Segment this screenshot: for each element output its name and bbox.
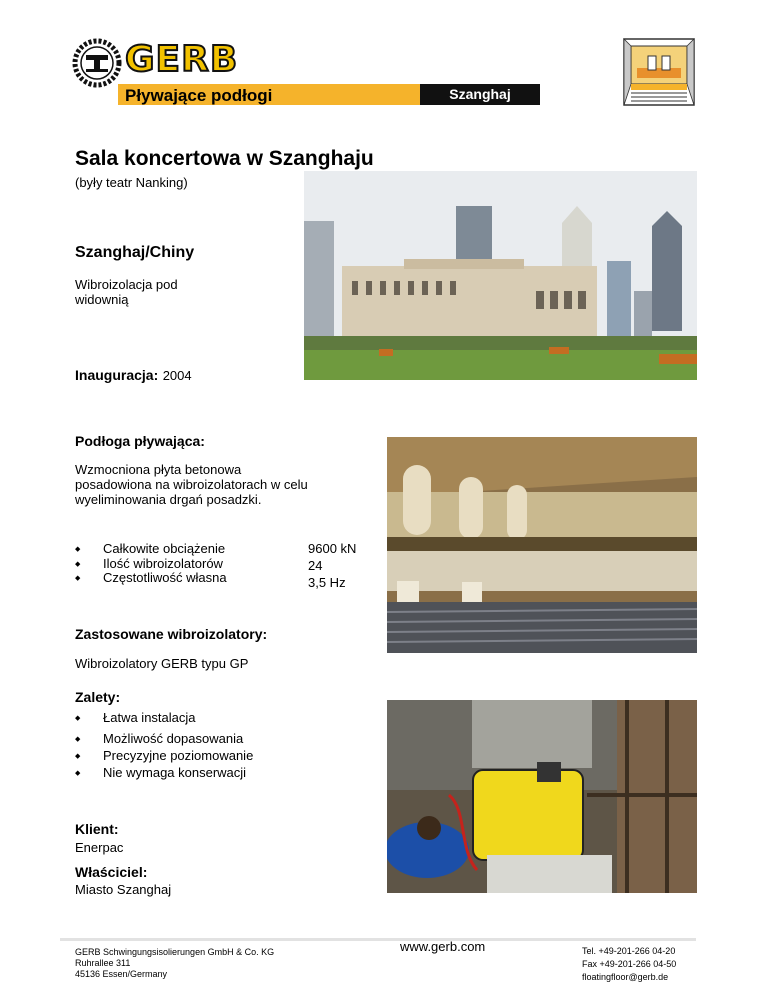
advantage-item: ◆ Nie wymaga konserwacji [75, 764, 295, 781]
spec-value: 3,5 Hz [308, 575, 346, 590]
footer-street: Ruhrallee 311 [75, 958, 131, 968]
footer-email[interactable]: floatingfloor@gerb.de [582, 972, 669, 982]
footer-tel: Tel. +49-201-266 04-20 [582, 946, 676, 956]
isolator-installation-photo [387, 700, 697, 893]
spec-label: ◆ Częstotliwość własna [75, 571, 285, 585]
footer-city: 45136 Essen/Germany [75, 969, 168, 979]
inauguration [75, 367, 192, 385]
building-exterior-photo [304, 171, 697, 380]
floating-floor-heading: Podłoga pływająca: [75, 433, 205, 449]
client-heading: Klient: [75, 821, 119, 837]
footer-contact [582, 945, 676, 984]
banner-category: Pływające podłogi [118, 84, 420, 105]
header-banner [118, 84, 540, 105]
footer-fax: Fax +49-201-266 04-50 [582, 959, 677, 969]
inauguration-label: Inauguracja: [75, 367, 159, 383]
banner-city: Szanghaj [420, 84, 540, 105]
specs-values [308, 540, 356, 591]
location-description: Wibroizolacja pod widownią [75, 277, 178, 307]
auditorium-interior-photo [387, 437, 697, 653]
footer-divider [60, 938, 696, 941]
owner-value: Miasto Szanghaj [75, 882, 172, 897]
page-title: Sala koncertowa w Szanghaju [75, 147, 374, 170]
owner-heading: Właściciel: [75, 864, 148, 880]
isolators-heading: Zastosowane wibroizolatory: [75, 626, 268, 642]
client-value: Enerpac [75, 840, 124, 855]
spec-value: 24 [308, 558, 323, 573]
page-subtitle: (były teatr Nanking) [75, 175, 188, 190]
advantages-list [75, 709, 295, 781]
inauguration-year: 2004 [162, 368, 192, 383]
gerb-logo-text: GERB [125, 39, 239, 80]
concert-hall-icon [623, 38, 695, 106]
footer-address [75, 947, 274, 980]
spec-value: 9600 kN [308, 541, 357, 556]
location-heading: Szanghaj/Chiny [75, 244, 195, 261]
floating-floor-description: Wzmocniona płyta betonowa posadowiona na wibroizolatorach w celu wyeliminowania drgań posadzki. [75, 462, 308, 507]
specs-list [75, 540, 285, 585]
advantage-item: ◆ Precyzyjne poziomowanie [75, 747, 295, 764]
footer-company: GERB Schwingungsisolierungen GmbH & Co. KG [75, 947, 275, 957]
advantage-item: ◆ Możliwość dopasowania [75, 730, 295, 747]
advantage-item: ◆ Łatwa instalacja [75, 709, 295, 726]
gerb-logo-gear-icon [72, 38, 122, 88]
footer-website[interactable]: www.gerb.com [400, 939, 486, 954]
spec-label: ◆ Całkowite obciążenie [75, 540, 285, 557]
spec-label: ◆ Ilość wibroizolatorów [75, 557, 285, 571]
isolators-text: Wibroizolatory GERB typu GP [75, 656, 249, 671]
advantages-heading: Zalety: [75, 689, 121, 705]
